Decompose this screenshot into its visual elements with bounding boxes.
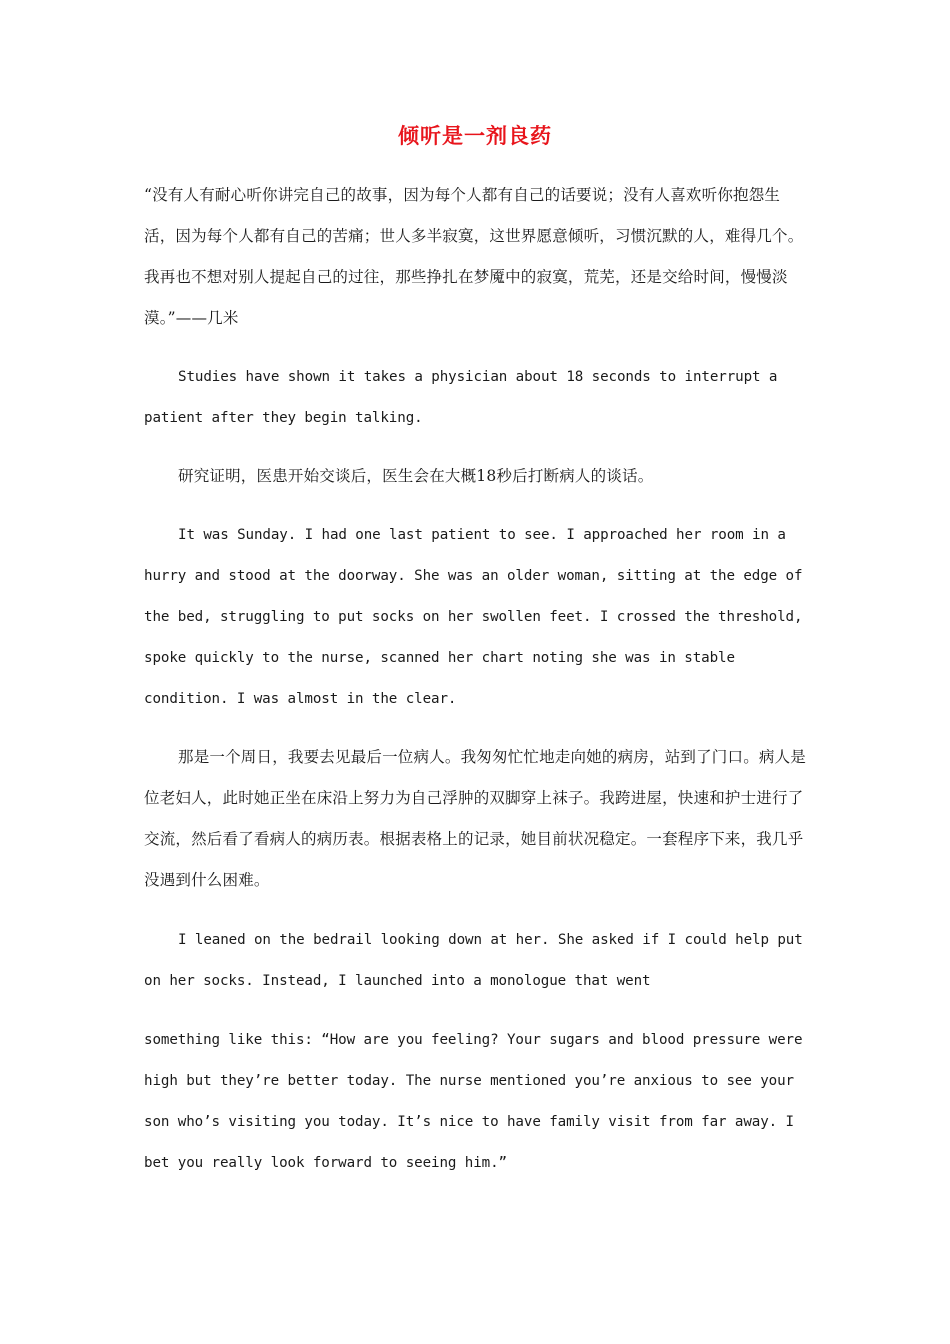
english-paragraph-2: It was Sunday. I had one last patient to see. I approached her room in a hurry and stood at the doorway. She was an older woman, sitting at the edge of the bed, struggling to put socks on her swollen feet. I crossed the threshold, spoke quickly to the nurse, scanned her chart noting she was in stable condition. I was almost in the clear. xyxy=(144,527,803,707)
english-paragraph-4: something like this: “How are you feeling? Your sugars and blood pressure were high but they’re better today. The nurse mentioned you’re anxious to see your son who’s visiting you today. It’s nice to have family visit from far away. I bet you really look forward to seeing him.” xyxy=(144,1032,803,1171)
quote-paragraph: “没有人有耐心听你讲完自己的故事，因为每个人都有自己的话要说；没有人喜欢听你抱怨生活，因为每个人都有自己的苦痛；世人多半寂寞，这世界愿意倾听，习惯沉默的人，难得几个。我再也不想对别人提起自己的过往，那些挣扎在梦魇中的寂寞，荒芜，还是交给时间，慢慢淡漠。”——几米 xyxy=(144,186,804,327)
english-paragraph-1: Studies have shown it takes a physician about 18 seconds to interrupt a patient after they begin talking. xyxy=(144,369,778,426)
chinese-paragraph-1: 研究证明，医患开始交谈后，医生会在大概18秒后打断病人的谈话。 xyxy=(178,467,654,485)
english-paragraph-3: I leaned on the bedrail looking down at her. She asked if I could help put on her socks. Instead, I launched into a monologue that went xyxy=(144,932,803,989)
chinese-paragraph-2: 那是一个周日，我要去见最后一位病人。我匆匆忙忙地走向她的病房，站到了门口。病人是位老妇人，此时她正坐在床沿上努力为自己浮肿的双脚穿上袜子。我跨进屋，快速和护士进行了交流，然后看了看病人的病历表。根据表格上的记录，她目前状况稳定。一套程序下来，我几乎没遇到什么困难。 xyxy=(144,748,807,889)
page-title: 倾听是一剂良药 xyxy=(398,123,552,148)
